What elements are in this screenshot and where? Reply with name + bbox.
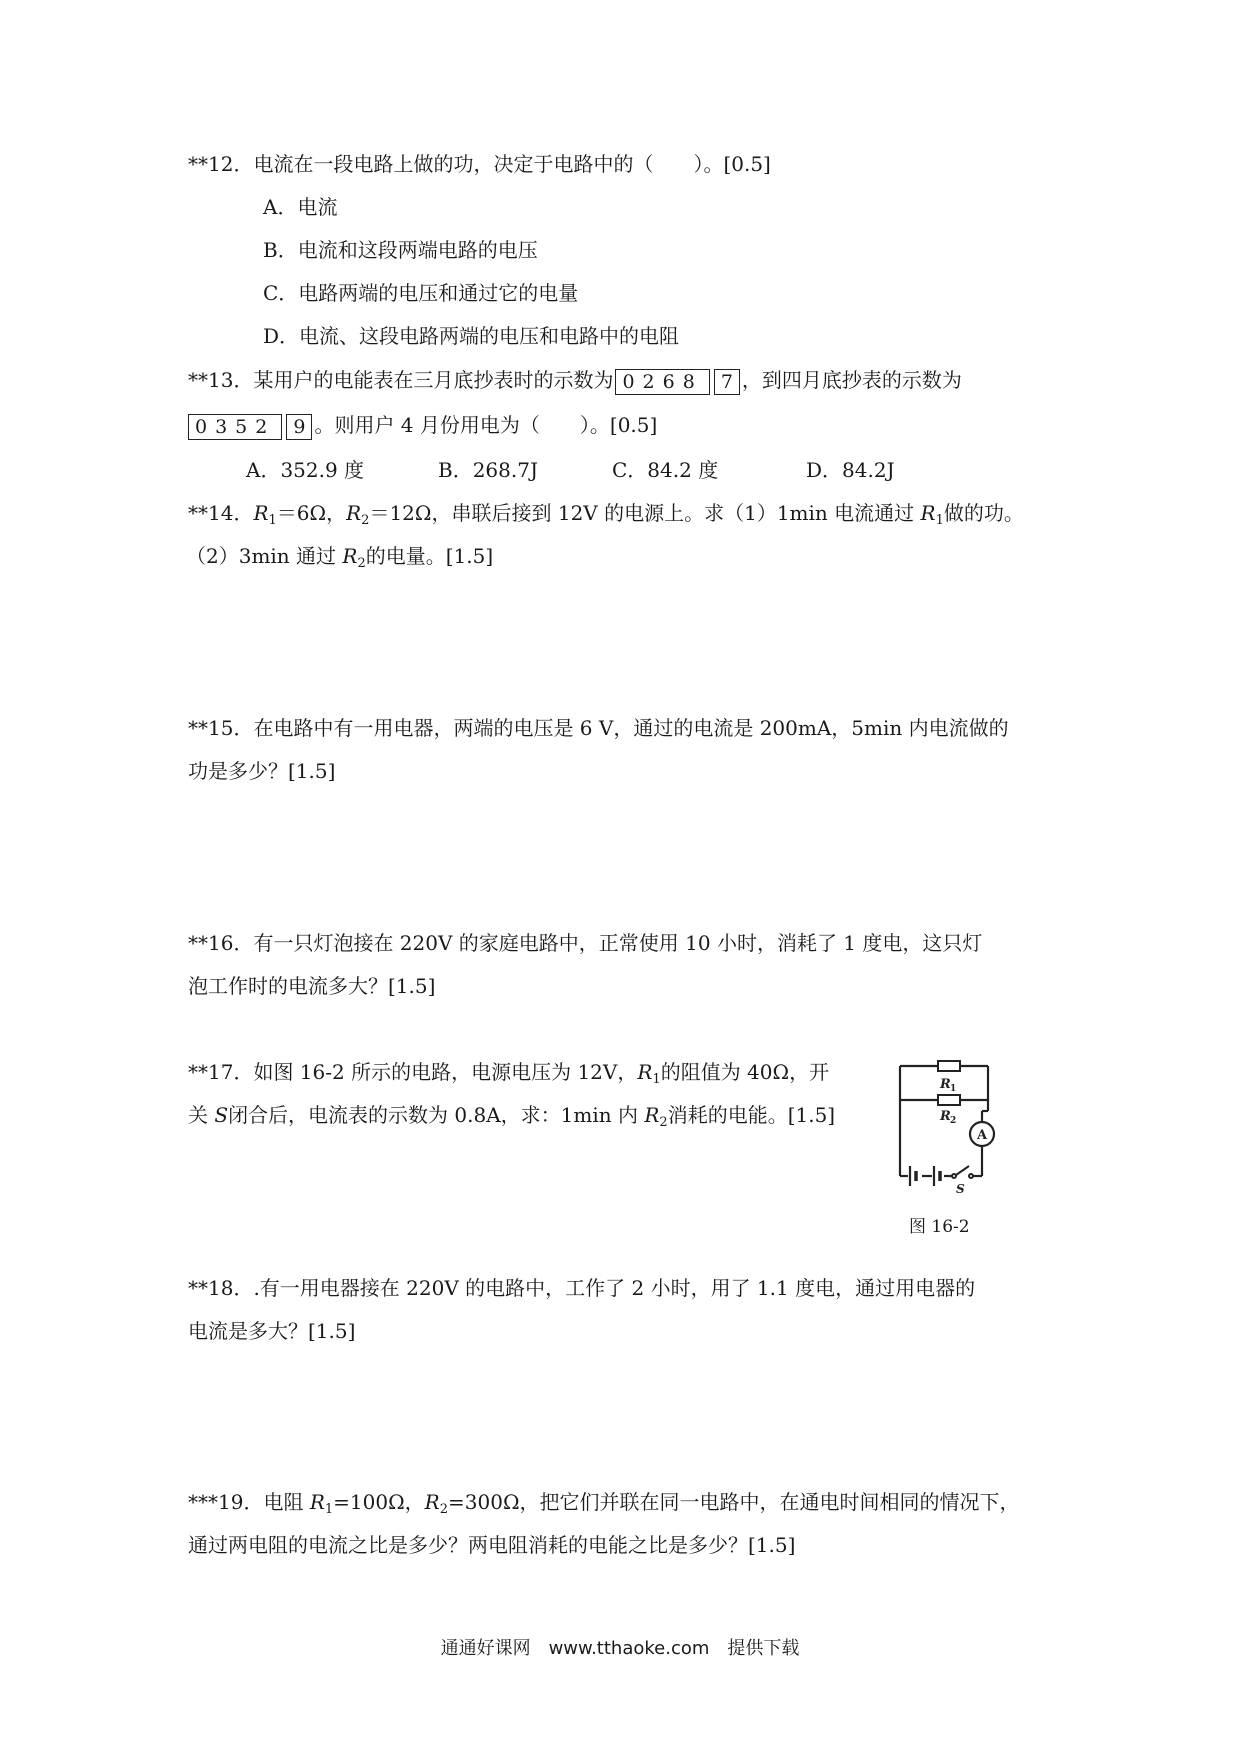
q12-option-c: C．电路两端的电压和通过它的电量: [263, 281, 579, 305]
q14-text: ＝12Ω，串联后接到 12V 的电源上。求（1）1min 电流通过: [369, 501, 921, 525]
r2-subscript: 2: [357, 556, 366, 571]
q17-text: 消耗的电能。[1.5]: [667, 1103, 836, 1127]
r1-subscript: 1: [324, 1502, 334, 1517]
r2-label-subscript: 2: [950, 1116, 957, 1126]
q13-line2: [188, 411, 657, 440]
q16-line2: 泡工作时的电流多大？[1.5]: [188, 974, 436, 998]
r2-symbol: R: [644, 1103, 660, 1127]
switch-label: S: [956, 1182, 965, 1196]
ammeter-label: A: [977, 1128, 988, 1143]
q13-line1: [188, 366, 962, 395]
q13-option-d: D．84.2J: [806, 458, 895, 482]
r2-subscript: 2: [439, 1502, 449, 1517]
q12-option-d: D．电流、这段电路两端的电压和电路中的电阻: [263, 324, 680, 348]
q19-line1: [188, 1488, 1020, 1516]
q13-prefix: **13．某用户的电能表在三月底抄表时的示数为: [188, 368, 614, 392]
q14-number: **14．: [188, 501, 254, 525]
q14-text: 做的功。: [943, 501, 1024, 525]
r2-subscript: 2: [659, 1115, 668, 1130]
circuit-diagram: [880, 1048, 1010, 1196]
r1-label: R: [940, 1077, 951, 1092]
q15-line2: 功是多少？[1.5]: [188, 759, 336, 783]
r1-subscript: 1: [268, 513, 277, 528]
r1-symbol: R: [920, 501, 936, 525]
q12-stem: **12．电流在一段电路上做的功，决定于电路中的（ ）。[0.5]: [188, 152, 771, 176]
q15-line1: **15．在电路中有一用电器，两端的电压是 6 V，通过的电流是 200mA，5min 内电流做的: [188, 716, 1009, 740]
meter-reading-april-decimal: 9: [286, 414, 312, 440]
page-footer: 通通好课网 www.tthaoke.com 提供下载: [440, 1638, 800, 1659]
q13-option-c: C．84.2 度: [612, 458, 719, 482]
q19-text: ***19．电阻: [188, 1490, 310, 1514]
r1-symbol: R: [309, 1490, 325, 1514]
q12-option-a: A．电流: [263, 195, 338, 219]
meter-reading-march-decimal: 7: [714, 369, 740, 395]
resistor-r1: [938, 1061, 960, 1071]
q14-text: 的电量。[1.5]: [365, 544, 494, 568]
r2-subscript: 2: [361, 513, 370, 528]
r1-symbol: R: [637, 1060, 653, 1084]
q17-line1: [188, 1058, 829, 1086]
r2-symbol: R: [424, 1490, 440, 1514]
q18-line2: 电流是多大？[1.5]: [188, 1319, 356, 1343]
q14-line1: [188, 499, 1024, 527]
switch-icon: [952, 1166, 973, 1178]
q17-text: **17．如图 16-2 所示的电路，电源电压为 12V，: [188, 1060, 638, 1084]
resistor-r2: [938, 1095, 960, 1105]
q17-text: 的阻值为 40Ω，开: [660, 1060, 830, 1084]
figure-caption: 图 16-2: [909, 1217, 970, 1237]
r1-symbol: R: [253, 501, 269, 525]
r2-label: R: [940, 1109, 951, 1124]
q17-text: 闭合后，电流表的示数为 0.8A，求：1min 内: [228, 1103, 645, 1127]
q13-option-a: A．352.9 度: [246, 458, 365, 482]
meter-reading-march-main: 0268: [615, 369, 709, 395]
q19-text: =100Ω，: [333, 1490, 425, 1514]
r1-label-subscript: 1: [950, 1084, 957, 1094]
q19-line2: 通过两电阻的电流之比是多少？两电阻消耗的电能之比是多少？[1.5]: [188, 1533, 796, 1557]
q13-middle: ，到四月底抄表的示数为: [741, 368, 962, 392]
q17-text: 关: [188, 1103, 215, 1127]
q14-line2: [186, 542, 493, 570]
r1-subscript: 1: [935, 513, 944, 528]
q17-line2: [188, 1101, 835, 1129]
r1-subscript: 1: [652, 1072, 661, 1087]
q16-line1: **16．有一只灯泡接在 220V 的家庭电路中，正常使用 10 小时，消耗了 1 度电，这只灯: [188, 931, 983, 955]
switch-symbol: S: [214, 1103, 229, 1127]
q14-text: （2）3min 通过: [186, 544, 343, 568]
meter-reading-april-main: 0352: [188, 414, 282, 440]
q13-option-b: B．268.7J: [438, 458, 538, 482]
q19-text: =300Ω，把它们并联在同一电路中，在通电时间相同的情况下，: [448, 1490, 1020, 1514]
r2-symbol: R: [342, 544, 358, 568]
q13-suffix: 。则用户 4 月份用电为（ ）。[0.5]: [314, 413, 658, 437]
q14-text: ＝6Ω，: [276, 501, 347, 525]
q12-option-b: B．电流和这段两端电路的电压: [263, 238, 538, 262]
q18-line1: **18．.有一用电器接在 220V 的电路中，工作了 2 小时，用了 1.1 度电，通过用电器的: [188, 1276, 976, 1300]
r2-symbol: R: [346, 501, 362, 525]
